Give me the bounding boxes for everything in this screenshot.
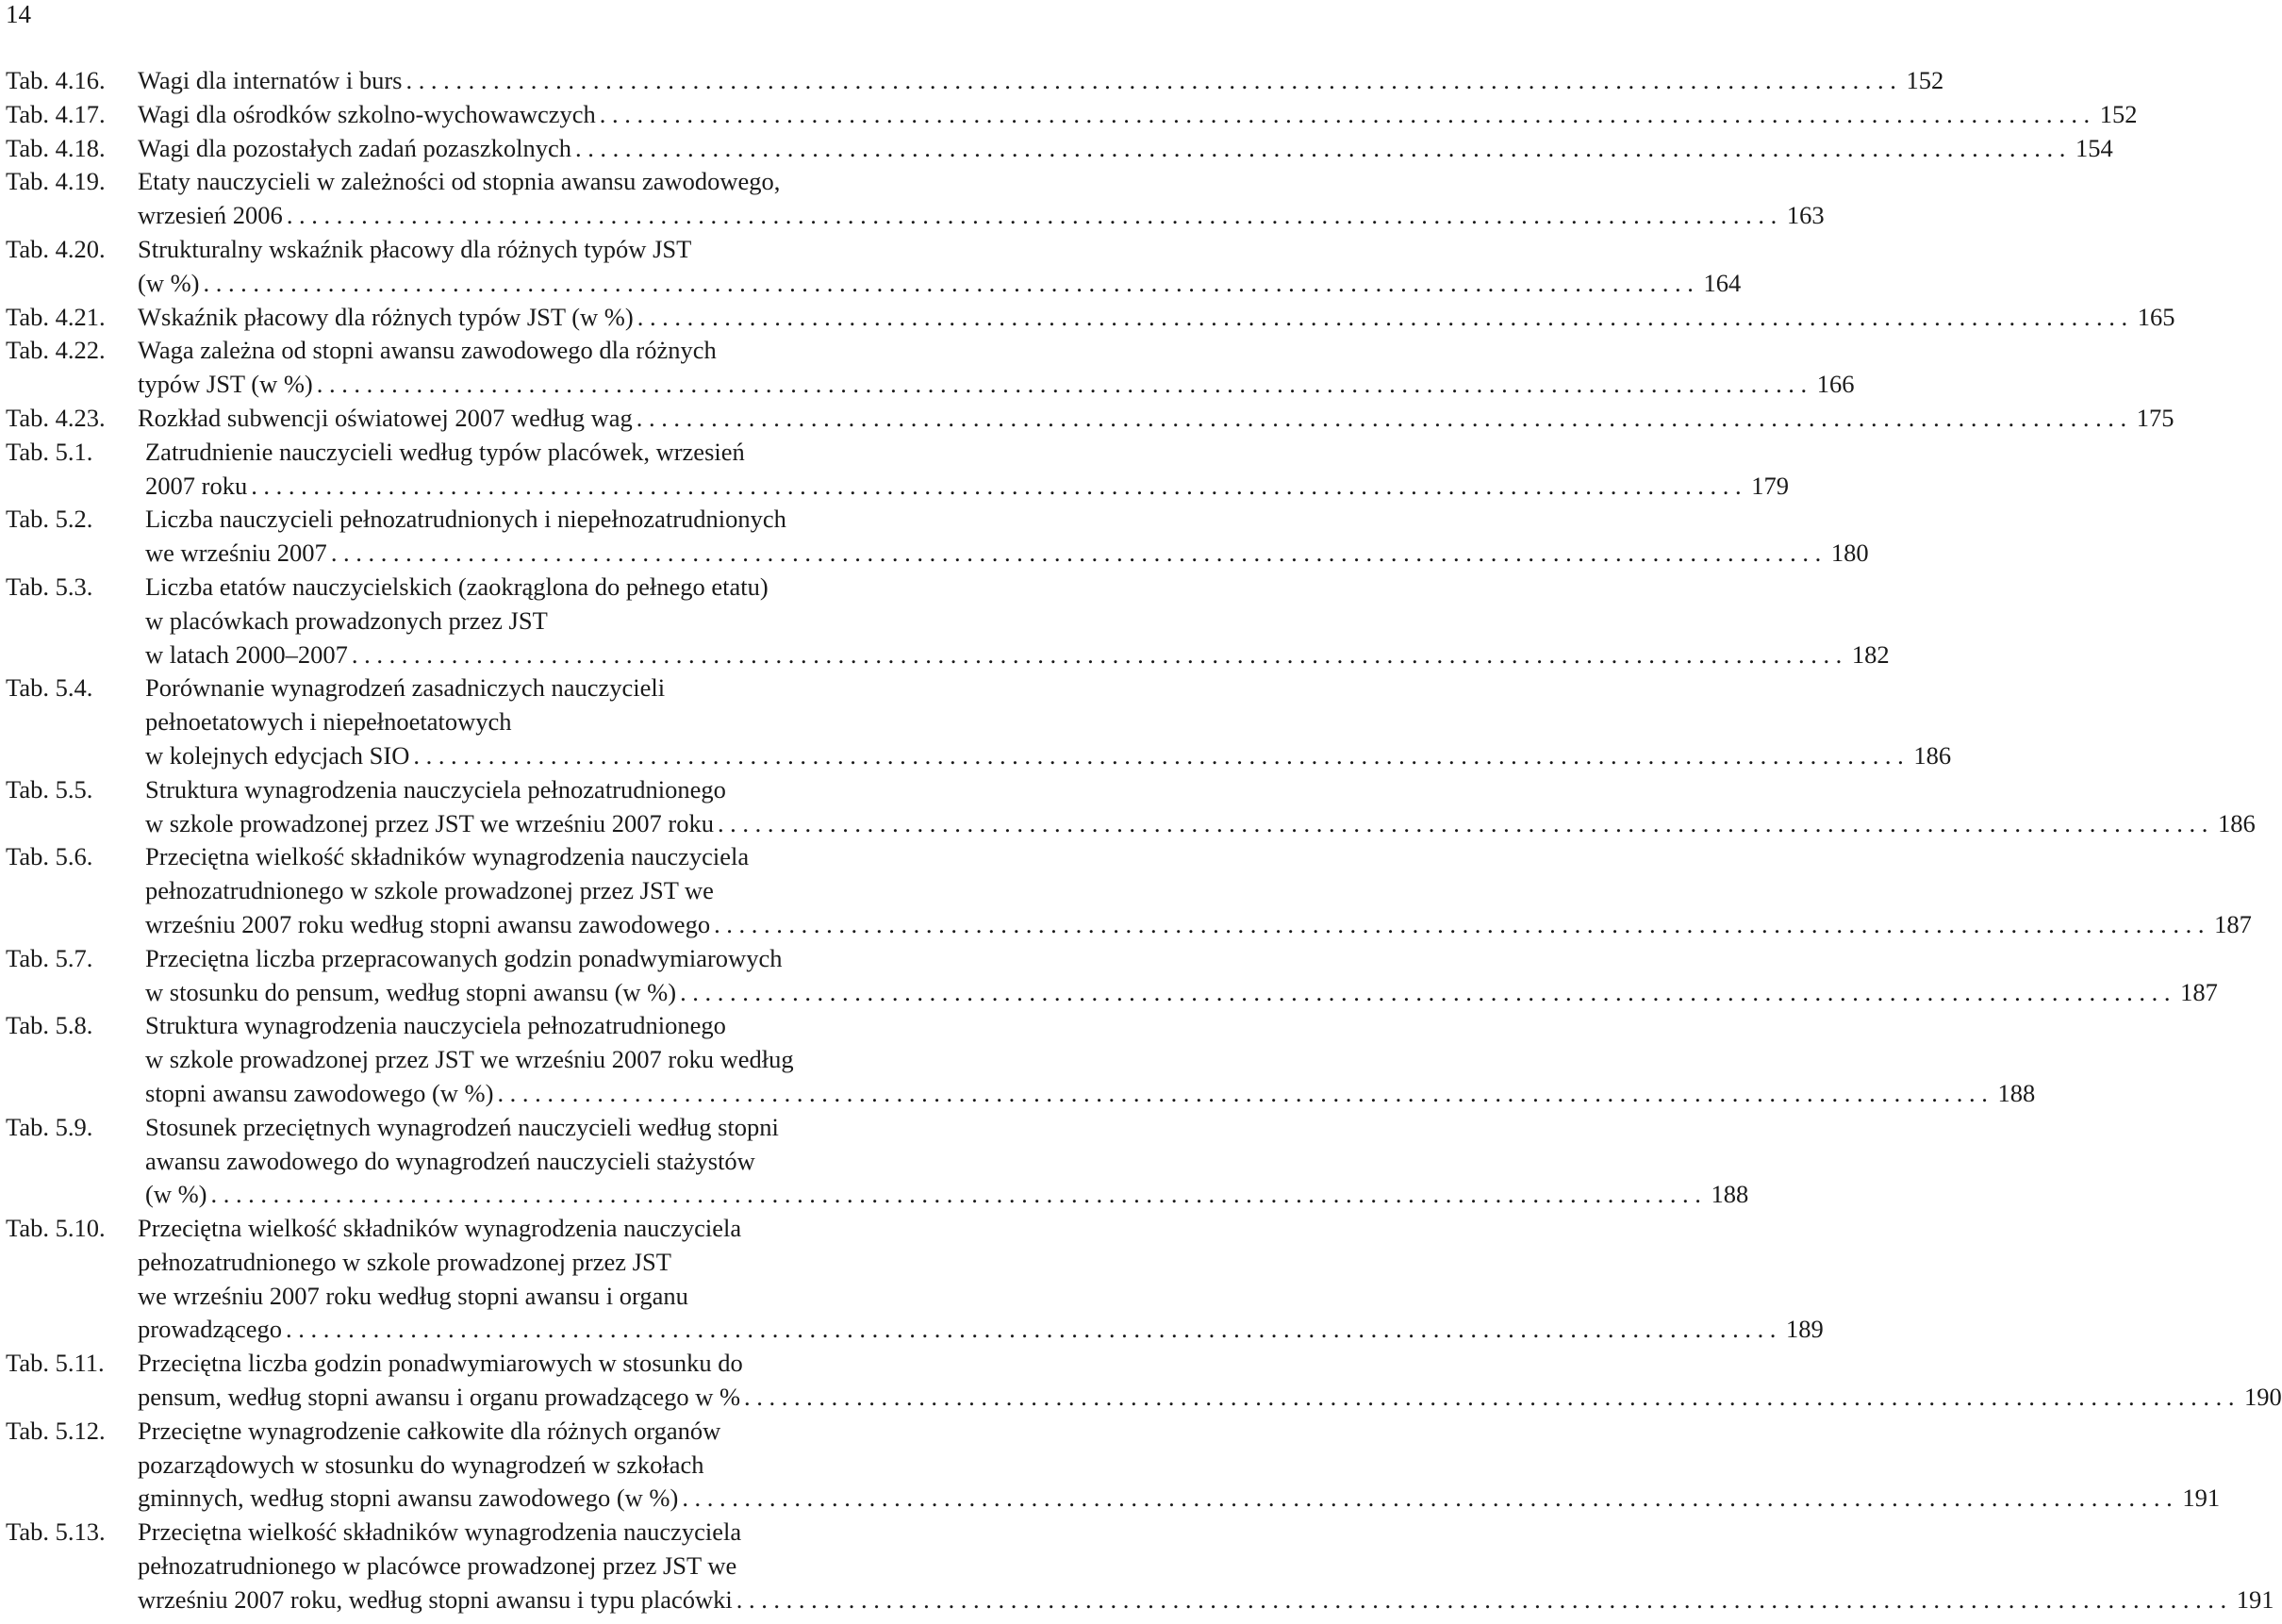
- toc-entry: [6, 1111, 1749, 1212]
- toc-entry-title-text: we wrześniu 2007 roku według stopni awansu i organu: [138, 1281, 688, 1310]
- toc-entry-body: [145, 942, 2218, 1010]
- toc-entry-body: [145, 1009, 2036, 1110]
- toc-entry-page-number: 154: [2075, 133, 2113, 162]
- toc-entry-line: [145, 537, 1869, 571]
- toc-entry-title-text: w stosunku do pensum, według stopni awansu (w %): [145, 977, 677, 1006]
- dot-leader: ........................................................................................................................: [286, 201, 1783, 230]
- toc-entry-label: Tab. 5.2.: [6, 505, 93, 534]
- toc-entry-title-text: Stosunek przeciętnych wynagrodzeń nauczycieli według stopni: [145, 1112, 779, 1141]
- toc-entry-line: [145, 1178, 1749, 1212]
- toc-entry: [6, 132, 2113, 166]
- toc-entry-label: Tab. 5.5.: [6, 774, 93, 804]
- toc-entry-title-text: Wskaźnik płacowy dla różnych typów JST (w %): [138, 302, 634, 331]
- dot-leader: ........................................................................................................................: [413, 740, 1910, 770]
- toc-entry-title-text: Wagi dla ośrodków szkolno-wychowawczych: [138, 99, 596, 128]
- toc-entry-title-text: Rozkład subwencji oświatowej 2007 według wag: [138, 403, 633, 432]
- toc-entry: [6, 1516, 2274, 1616]
- toc-entry-line: [138, 1583, 2274, 1617]
- toc-entry-page-number: 186: [2217, 808, 2256, 837]
- toc-entry-title-text: w kolejnych edycjach SIO: [145, 740, 410, 770]
- toc-entry-line: [138, 1313, 1824, 1347]
- toc-entry: [6, 1009, 2036, 1110]
- toc-entry-body: [138, 132, 2113, 166]
- toc-entry-title-text: wrześniu 2007 roku według stopni awansu zawodowego: [145, 909, 711, 938]
- dot-leader: ........................................................................................................................: [637, 302, 2134, 331]
- toc-entry: [6, 165, 1825, 233]
- toc-entry-page-number: 175: [2136, 403, 2175, 432]
- page-number: 14: [6, 0, 31, 28]
- dot-leader: ........................................................................................................................: [599, 99, 2096, 128]
- toc-entry-label: Tab. 5.7.: [6, 943, 93, 972]
- toc-entry-line: [138, 402, 2175, 436]
- toc-entry: [6, 233, 1742, 301]
- toc-entry-title-text: we wrześniu 2007: [145, 539, 327, 568]
- toc-entry-label: Tab. 5.4.: [6, 673, 93, 703]
- toc-entry-body: [138, 301, 2175, 335]
- toc-entry-title-text: stopni awansu zawodowego (w %): [145, 1078, 494, 1107]
- dot-leader: ........................................................................................................................: [636, 403, 2133, 432]
- toc-entry-line: [138, 368, 1855, 402]
- toc-entry-page-number: 187: [2214, 909, 2252, 938]
- dot-leader: ........................................................................................................................: [736, 1584, 2233, 1614]
- toc-entry-page-number: 163: [1786, 201, 1825, 230]
- toc-entry-line: [145, 807, 2256, 841]
- toc-entry: [6, 671, 1952, 772]
- toc-entry-page-number: 189: [1786, 1315, 1824, 1344]
- toc-entry-title-text: Przeciętna wielkość składników wynagrodzenia nauczyciela: [145, 842, 750, 871]
- toc-entry-title-text: pełnozatrudnionego w szkole prowadzonej przez JST we: [145, 876, 714, 905]
- toc-entry-page-number: 166: [1816, 370, 1855, 399]
- toc-entry-title-text: Struktura wynagrodzenia nauczyciela pełnozatrudnionego: [145, 774, 726, 804]
- dot-leader: ........................................................................................................................: [405, 66, 1903, 94]
- dot-leader: ........................................................................................................................: [682, 1483, 2179, 1513]
- dot-leader: ........................................................................................................................: [203, 268, 1700, 297]
- toc-entry-title-text: (w %): [145, 1180, 207, 1209]
- toc-entry-line: [145, 739, 1952, 773]
- toc-entry-label: Tab. 5.1.: [6, 437, 93, 466]
- toc-entry-line: [145, 908, 2252, 942]
- toc-entry: [6, 1415, 2221, 1516]
- dot-leader: ........................................................................................................................: [574, 133, 2072, 162]
- toc-entry-page-number: 152: [1906, 66, 1944, 94]
- toc-entry-label: Tab. 5.6.: [6, 842, 93, 871]
- toc-entry-title-text: pełnozatrudnionego w szkole prowadzonej przez JST: [138, 1247, 671, 1276]
- toc-entry-line: [138, 199, 1825, 233]
- toc-entry-title-text: Struktura wynagrodzenia nauczyciela pełnozatrudnionego: [145, 1011, 726, 1040]
- toc-entry: [6, 64, 1944, 98]
- toc-entry-line: [145, 470, 1789, 504]
- dot-leader: ........................................................................................................................: [680, 977, 2177, 1006]
- toc-entry-title-text: Wagi dla pozostałych zadań pozaszkolnych: [138, 133, 571, 162]
- toc-entry-page-number: 180: [1830, 539, 1869, 568]
- toc-entry-title-text: (w %): [138, 268, 200, 297]
- toc-entry-label: Tab. 4.19.: [6, 167, 106, 196]
- toc-entry: [6, 1347, 2282, 1415]
- toc-entry-title-text: prowadzącego: [138, 1315, 283, 1344]
- toc-entry-page-number: 188: [1711, 1180, 1749, 1209]
- toc-entry-body: [145, 571, 1890, 671]
- toc-entry-title-text: pełnoetatowych i niepełnoetatowych: [145, 707, 512, 737]
- toc-entry-body: [145, 671, 1952, 772]
- toc-entry-page-number: 182: [1851, 639, 1890, 669]
- toc-entry-title-text: wrześniu 2007 roku, według stopni awansu i typu placówki: [138, 1584, 733, 1614]
- toc-entry-line: [138, 267, 1742, 301]
- toc-entry: [6, 571, 1890, 671]
- toc-entry-label: Tab. 4.17.: [6, 99, 106, 128]
- toc-entry: [6, 402, 2175, 436]
- toc-entry-title-text: Przeciętne wynagrodzenie całkowite dla różnych organów: [138, 1416, 721, 1445]
- toc-entry-label: Tab. 5.3.: [6, 572, 93, 601]
- toc-entry-title-text: Wagi dla internatów i burs: [138, 66, 403, 94]
- dot-leader: ........................................................................................................................: [497, 1078, 1994, 1107]
- toc-entry-title-text: Liczba etatów nauczycielskich (zaokrąglona do pełnego etatu): [145, 572, 769, 601]
- toc-entry-body: [138, 334, 1855, 402]
- toc-entry: [6, 840, 2252, 941]
- toc-entry-page-number: 152: [2099, 99, 2138, 128]
- dot-leader: ........................................................................................................................: [251, 471, 1748, 500]
- toc-entry-title-text: pensum, według stopni awansu i organu prowadzącego w %: [138, 1383, 741, 1412]
- toc-entry-page-number: 187: [2180, 977, 2218, 1006]
- dot-leader: ........................................................................................................................: [286, 1315, 1783, 1344]
- toc-entry: [6, 334, 1855, 402]
- toc-entry: [6, 773, 2256, 841]
- toc-entry-line: [138, 132, 2113, 166]
- toc-entry-title-text: Przeciętna wielkość składników wynagrodzenia nauczyciela: [138, 1517, 742, 1547]
- toc-entry-line: [138, 1482, 2221, 1516]
- toc-entry-label: Tab. 5.10.: [6, 1214, 106, 1243]
- toc-entry-label: Tab. 5.13.: [6, 1517, 106, 1547]
- toc-entry: [6, 436, 1789, 504]
- toc-entry-page-number: 179: [1751, 471, 1789, 500]
- toc-entry-body: [145, 1111, 1749, 1212]
- toc-entry-line: [138, 98, 2138, 132]
- toc-entry-line: [145, 1077, 2036, 1111]
- toc-entry-body: [138, 1516, 2274, 1616]
- toc-entry-title-text: Przeciętna liczba przepracowanych godzin ponadwymiarowych: [145, 943, 783, 972]
- toc-entry-title-text: Waga zależna od stopni awansu zawodowego dla różnych: [138, 336, 717, 365]
- toc-entry-title-text: typów JST (w %): [138, 370, 313, 399]
- toc-entry-label: Tab. 5.9.: [6, 1112, 93, 1141]
- dot-leader: ........................................................................................................................: [330, 539, 1827, 568]
- dot-leader: ........................................................................................................................: [210, 1180, 1708, 1209]
- toc-entry-title-text: w latach 2000–2007: [145, 639, 348, 669]
- table-of-tables: [6, 64, 2282, 1617]
- toc-entry: [6, 301, 2175, 335]
- toc-entry-body: [145, 773, 2256, 841]
- toc-entry-body: [138, 64, 1944, 98]
- toc-entry-label: Tab. 4.16.: [6, 66, 106, 94]
- toc-entry-title-text: Przeciętna liczba godzin ponadwymiarowych w stosunku do: [138, 1349, 743, 1378]
- toc-entry-body: [138, 1347, 2282, 1415]
- toc-entry-title-text: gminnych, według stopni awansu zawodowego (w %): [138, 1483, 679, 1513]
- toc-entry-title-text: wrzesień 2006: [138, 201, 283, 230]
- toc-entry-title-text: w szkole prowadzonej przez JST we wrześniu 2007 roku: [145, 808, 714, 837]
- toc-entry-title-text: 2007 roku: [145, 471, 248, 500]
- toc-entry-line: [138, 64, 1944, 98]
- toc-entry-title-text: pełnozatrudnionego w placówce prowadzonej przez JST we: [138, 1551, 737, 1581]
- toc-entry-label: Tab. 4.23.: [6, 403, 106, 432]
- toc-entry-page-number: 190: [2244, 1383, 2282, 1412]
- toc-entry-label: Tab. 5.12.: [6, 1416, 106, 1445]
- toc-entry-title-text: Etaty nauczycieli w zależności od stopnia awansu zawodowego,: [138, 167, 781, 196]
- toc-entry-body: [138, 98, 2138, 132]
- dot-leader: ........................................................................................................................: [717, 808, 2214, 837]
- toc-entry-body: [138, 165, 1825, 233]
- toc-entry-title-text: Porównanie wynagrodzeń zasadniczych nauczycieli: [145, 673, 666, 703]
- toc-entry-body: [138, 402, 2175, 436]
- dot-leader: ........................................................................................................................: [351, 639, 1848, 669]
- dot-leader: ........................................................................................................................: [744, 1383, 2241, 1412]
- toc-entry-body: [145, 436, 1789, 504]
- toc-entry-page-number: 164: [1703, 268, 1742, 297]
- toc-entry-label: Tab. 4.22.: [6, 336, 106, 365]
- toc-entry-title-text: Strukturalny wskaźnik płacowy dla różnych typów JST: [138, 234, 692, 263]
- dot-leader: ........................................................................................................................: [714, 909, 2211, 938]
- toc-entry-body: [145, 503, 1869, 571]
- toc-entry-title-text: w placówkach prowadzonych przez JST: [145, 605, 548, 635]
- toc-entry-title-text: Przeciętna wielkość składników wynagrodzenia nauczyciela: [138, 1214, 742, 1243]
- toc-entry-title-text: w szkole prowadzonej przez JST we wrześniu 2007 roku według: [145, 1045, 794, 1074]
- toc-entry-page-number: 191: [2182, 1483, 2221, 1513]
- toc-entry-page-number: 165: [2137, 302, 2175, 331]
- toc-entry-page-number: 186: [1913, 740, 1952, 770]
- toc-entry: [6, 98, 2138, 132]
- toc-entry-line: [145, 638, 1890, 672]
- toc-entry: [6, 1212, 1824, 1347]
- toc-entry-line: [138, 1381, 2282, 1415]
- toc-entry-title-text: Liczba nauczycieli pełnozatrudnionych i niepełnozatrudnionych: [145, 505, 786, 534]
- toc-entry-label: Tab. 4.21.: [6, 302, 106, 331]
- toc-entry-body: [145, 840, 2252, 941]
- toc-entry-body: [138, 1212, 1824, 1347]
- toc-entry-page-number: 191: [2236, 1584, 2274, 1614]
- toc-entry-body: [138, 1415, 2221, 1516]
- toc-entry-line: [145, 976, 2218, 1010]
- toc-entry: [6, 503, 1869, 571]
- dot-leader: ........................................................................................................................: [316, 370, 1813, 399]
- toc-entry-label: Tab. 4.20.: [6, 234, 106, 263]
- toc-entry-label: Tab. 5.11.: [6, 1349, 105, 1378]
- toc-entry-title-text: pozarządowych w stosunku do wynagrodzeń w szkołach: [138, 1450, 704, 1479]
- toc-entry-page-number: 188: [1997, 1078, 2036, 1107]
- toc-entry-title-text: awansu zawodowego do wynagrodzeń nauczycieli stażystów: [145, 1146, 755, 1175]
- toc-entry-label: Tab. 4.18.: [6, 133, 106, 162]
- toc-entry-title-text: Zatrudnienie nauczycieli według typów placówek, wrzesień: [145, 437, 745, 466]
- toc-entry: [6, 942, 2218, 1010]
- toc-entry-label: Tab. 5.8.: [6, 1011, 93, 1040]
- toc-entry-body: [138, 233, 1742, 301]
- toc-entry-line: [138, 301, 2175, 335]
